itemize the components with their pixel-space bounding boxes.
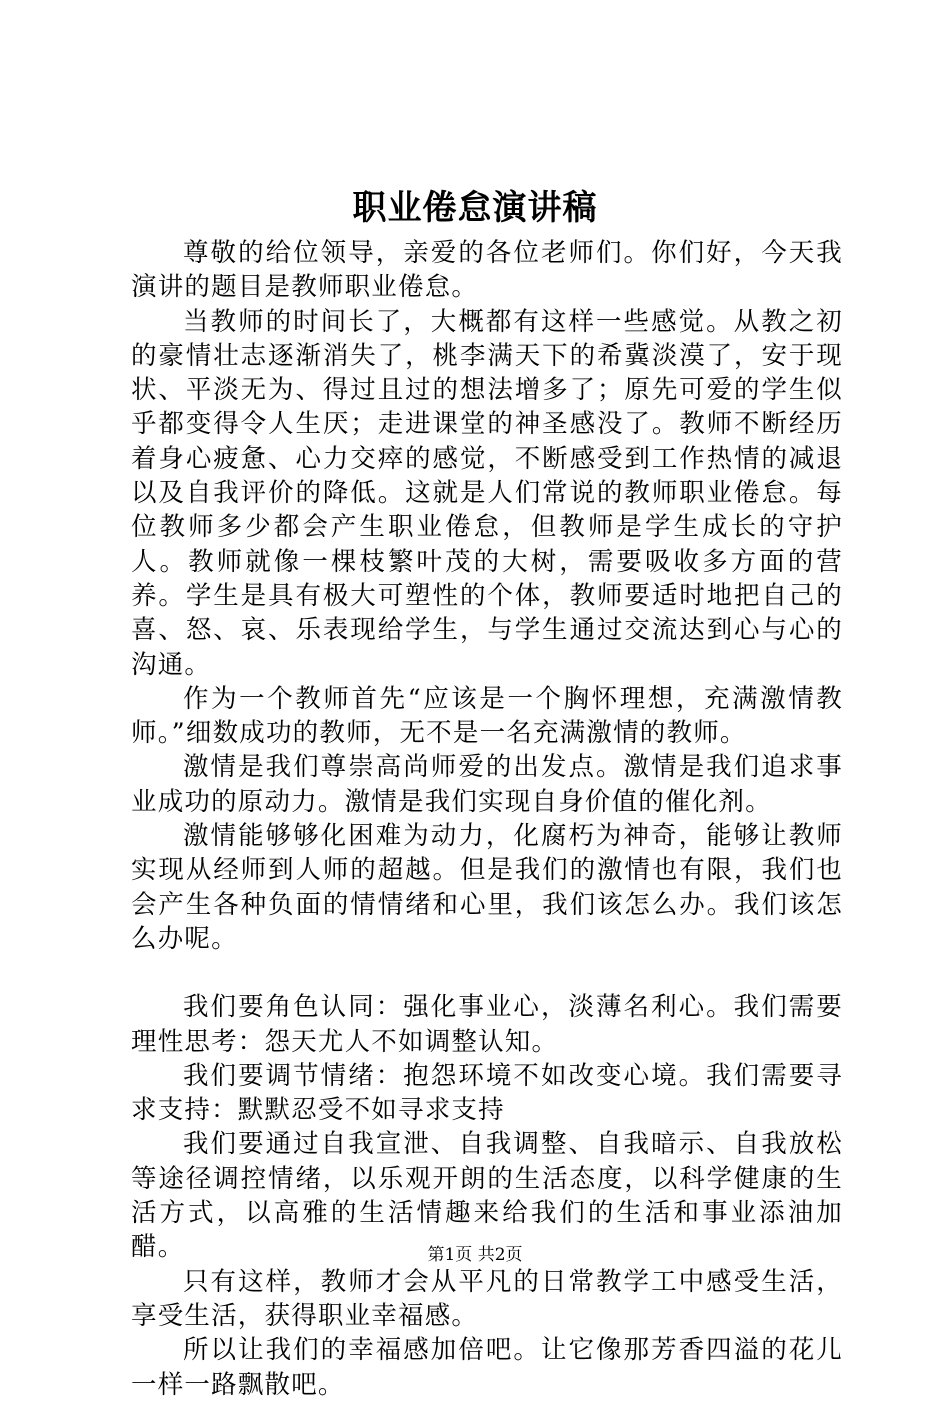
paragraph-control-emotions: 我们要通过自我宣泄、自我调整、自我暗示、自我放松等途径调控情绪，以乐观开朗的生活态度，以科学健康的生活方式，以高雅的生活情趣来给我们的生活和事业添油加醋。 bbox=[131, 1129, 843, 1263]
paragraph-passionate-teacher: 作为一个教师首先“应该是一个胸怀理想，充满激情教师。”细数成功的教师，无不是一名充满激情的教师。 bbox=[131, 683, 843, 749]
document-title: 职业倦怠演讲稿 bbox=[352, 188, 598, 228]
paragraph-closing: 所以让我们的幸福感加倍吧。让它像那芳香四溢的花儿一样一路飘散吧。 bbox=[131, 1335, 843, 1400]
paragraph-greeting: 尊敬的给位领导，亲爱的各位老师们。你们好，今天我演讲的题目是教师职业倦怠。 bbox=[131, 238, 843, 303]
paragraph-happiness: 只有这样，教师才会从平凡的日常教学工中感受生活，享受生活，获得职业幸福感。 bbox=[131, 1266, 843, 1331]
document-body bbox=[131, 236, 843, 1402]
paragraph-passion-starting-point: 激情是我们尊崇高尚师爱的出发点。激情是我们追求事业成功的原动力。激情是我们实现自身价值的催化剂。 bbox=[131, 752, 843, 817]
paragraph-role-identity: 我们要角色认同：强化事业心，淡薄名利心。我们需要理性思考：怨天尤人不如调整认知。 bbox=[131, 992, 843, 1057]
paragraph-passion-power: 激情能够够化困难为动力，化腐朽为神奇，能够让教师实现从经师到人师的超越。但是我们的激情也有限，我们也会产生各种负面的情情绪和心里，我们该怎么办。我们该怎么办呢。 bbox=[131, 821, 843, 954]
paragraph-regulate-emotions: 我们要调节情绪：抱怨环境不如改变心境。我们需要寻求支持：默默忍受不如寻求支持 bbox=[131, 1060, 843, 1126]
paragraph-burnout-description: 当教师的时间长了，大概都有这样一些感觉。从教之初的豪情壮志逐渐消失了，桃李满天下的希冀淡漠了，安于现状、平淡无为、得过且过的想法增多了；原先可爱的学生似乎都变得令人生厌；走进课堂的神圣感没了。教师不断经历着身心疲惫、心力交瘁的感觉，不断感受到工作热情的减退以及自我评价的降低。这就是人们常说的教师职业倦怠。每位教师多少都会产生职业倦怠，但教师是学生成长的守护人。教师就像一棵枝繁叶茂的大树，需要吸收多方面的营养。学生是具有极大可塑性的个体，教师要适时地把自己的喜、怒、哀、乐表现给学生，与学生通过交流达到心与心的沟通。 bbox=[131, 306, 843, 680]
page-number-footer: 第1页 共2页 bbox=[427, 1245, 523, 1265]
